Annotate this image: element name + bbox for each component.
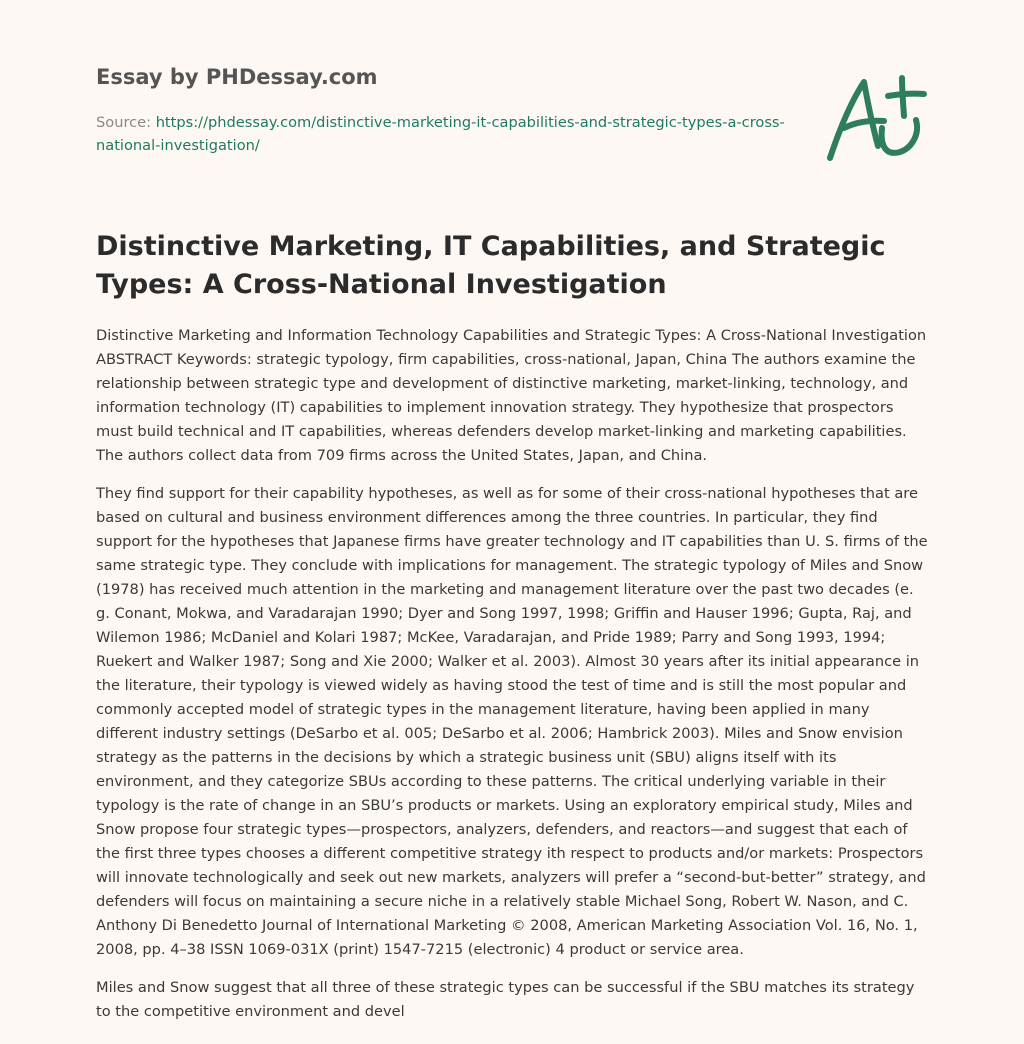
article-body: [96, 324, 932, 1038]
site-brand: Essay by PHDessay.com: [96, 65, 378, 89]
paragraph: They find support for their capability hypotheses, as well as for some of their cross-national hypotheses that are based on cultural and business environment differences among the three countries. In particular, they find support for the hypotheses that Japanese firms have greater technology and IT capabilities than U. S. firms of the same strategic type. They conclude with implications for management. The strategic typology of Miles and Snow (1978) has received much attention in the marketing and management literature over the past two decades (e. g. Conant, Mokwa, and Varadarajan 1990; Dyer and Song 1997, 1998; Griffin and Hauser 1996; Gupta, Raj, and Wilemon 1986; McDaniel and Kolari 1987; McKee, Varadarajan, and Pride 1989; Parry and Song 1993, 1994; Ruekert and Walker 1987; Song and Xie 2000; Walker et al. 2003). Almost 30 years after its initial appearance in the literature, their typology is viewed widely as having stood the test of time and is still the most popular and commonly accepted model of strategic types in the management literature, having been applied in many different industry settings (DeSarbo et al. 005; DeSarbo et al. 2006; Hambrick 2003). Miles and Snow envision strategy as the patterns in the decisions by which a strategic business unit (SBU) aligns itself with its environment, and they categorize SBUs according to these patterns. The critical underlying variable in their typology is the rate of change in an SBU’s products or markets. Using an exploratory empirical study, Miles and Snow propose four strategic types—prospectors, analyzers, defenders, and reactors—and suggest that each of the first three types chooses a different competitive strategy ith respect to products and/or markets: Prospectors will innovate technologically and seek out new markets, analyzers will prefer a “second-but-better” strategy, and defenders will focus on maintaining a secure niche in a relatively stable Michael Song, Robert W. Nason, and C. Anthony Di Benedetto Journal of International Marketing © 2008, American Marketing Association Vol. 16, No. 1, 2008, pp. 4–38 ISSN 1069-031X (print) 1547-7215 (electronic) 4 product or service area.: [96, 485, 928, 958]
a-plus-logo-icon: [818, 66, 932, 166]
paragraph: Miles and Snow suggest that all three of these strategic types can be successful if the SBU matches its strategy to the competitive environment and devel: [96, 979, 915, 1020]
source-line: [96, 111, 796, 157]
paragraph: Distinctive Marketing and Information Technology Capabilities and Strategic Types: A Cross-National Investigation ABSTRACT Keywords: strategic typology, firm capabilities, cross-national, Japan, China The authors examine the relationship between strategic type and development of distinctive marketing, market-linking, technology, and information technology (IT) capabilities to implement innovation strategy. They hypothesize that prospectors must build technical and IT capabilities, whereas defenders develop market-linking and marketing capabilities. The authors collect data from 709 firms across the United States, Japan, and China.: [96, 327, 927, 464]
article-title: Distinctive Marketing, IT Capabilities, and Strategic Types: A Cross-National Investigation: [96, 231, 886, 300]
source-label: Source:: [96, 114, 152, 131]
source-link[interactable]: https://phdessay.com/distinctive-marketing-it-capabilities-and-strategic-types-a-cross-national-investigation/: [96, 114, 785, 154]
